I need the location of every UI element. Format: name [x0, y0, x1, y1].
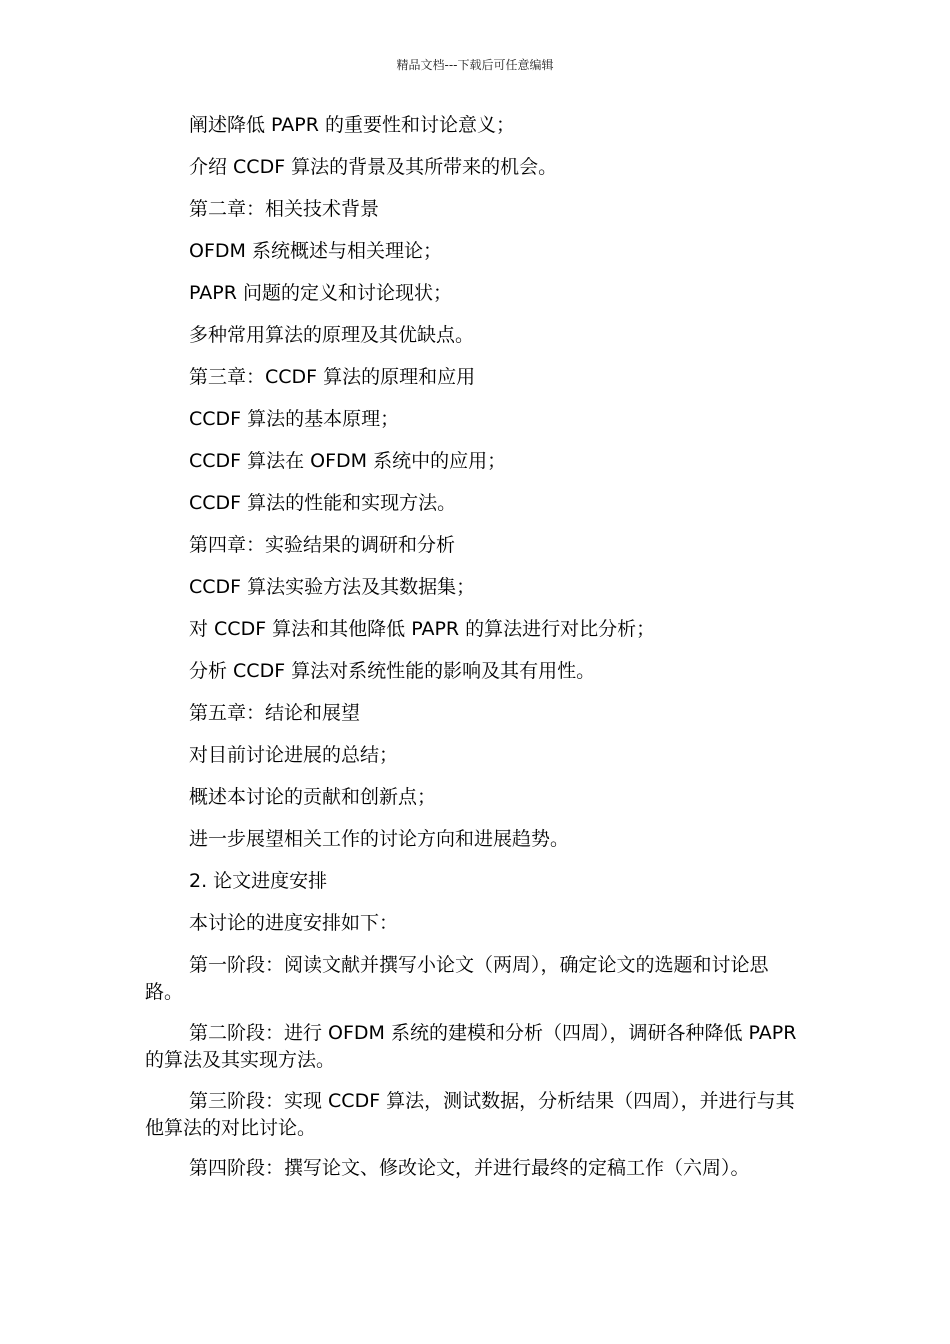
paragraph: 阐述降低 PAPR 的重要性和讨论意义；: [189, 114, 515, 136]
paragraph: CCDF 算法的基本原理；: [189, 408, 400, 430]
chapter-heading: 第四章：实验结果的调研和分析: [189, 534, 456, 556]
schedule-paragraph: 第四阶段：撰写论文、修改论文，并进行最终的定稿工作（六周）。: [189, 1157, 750, 1180]
page-header: 精品文档---下载后可任意编辑: [396, 58, 554, 72]
paragraph: PAPR 问题的定义和讨论现状；: [189, 282, 452, 304]
paragraph: 进一步展望相关工作的讨论方向和进展趋势。: [189, 828, 570, 850]
schedule-paragraph: 第一阶段：阅读文献并撰写小论文（两周），确定论文的选题和讨论思路。: [145, 954, 769, 1004]
chapter-heading: 第二章：相关技术背景: [189, 198, 380, 220]
paragraph: 本讨论的进度安排如下：: [189, 912, 399, 934]
paragraph: CCDF 算法的性能和实现方法。: [189, 492, 457, 514]
schedule-paragraph: 第二阶段：进行 OFDM 系统的建模和分析（四周），调研各种降低 PAPR 的算法及其实现方法。: [145, 1021, 797, 1072]
paragraph: 多种常用算法的原理及其优缺点。: [189, 324, 475, 346]
chapter-heading: 第三章：CCDF 算法的原理和应用: [189, 366, 476, 388]
paragraph: 介绍 CCDF 算法的背景及其所带来的机会。: [189, 156, 558, 178]
paragraph: 分析 CCDF 算法对系统性能的影响及其有用性。: [189, 660, 596, 682]
paragraph: OFDM 系统概述与相关理论；: [189, 240, 442, 262]
paragraph: 对 CCDF 算法和其他降低 PAPR 的算法进行对比分析；: [189, 618, 656, 640]
paragraph: 对目前讨论进展的总结；: [189, 744, 399, 766]
document-body: [145, 112, 805, 1196]
chapter-heading: 第五章：结论和展望: [189, 702, 361, 724]
paragraph: 概述本讨论的贡献和创新点；: [189, 786, 437, 808]
section-heading: 2. 论文进度安排: [189, 870, 328, 892]
paragraph: CCDF 算法在 OFDM 系统中的应用；: [189, 450, 507, 472]
paragraph: CCDF 算法实验方法及其数据集；: [189, 576, 476, 598]
schedule-paragraph: 第三阶段：实现 CCDF 算法，测试数据，分析结果（四周），并进行与其他算法的对比讨论。: [145, 1089, 795, 1140]
